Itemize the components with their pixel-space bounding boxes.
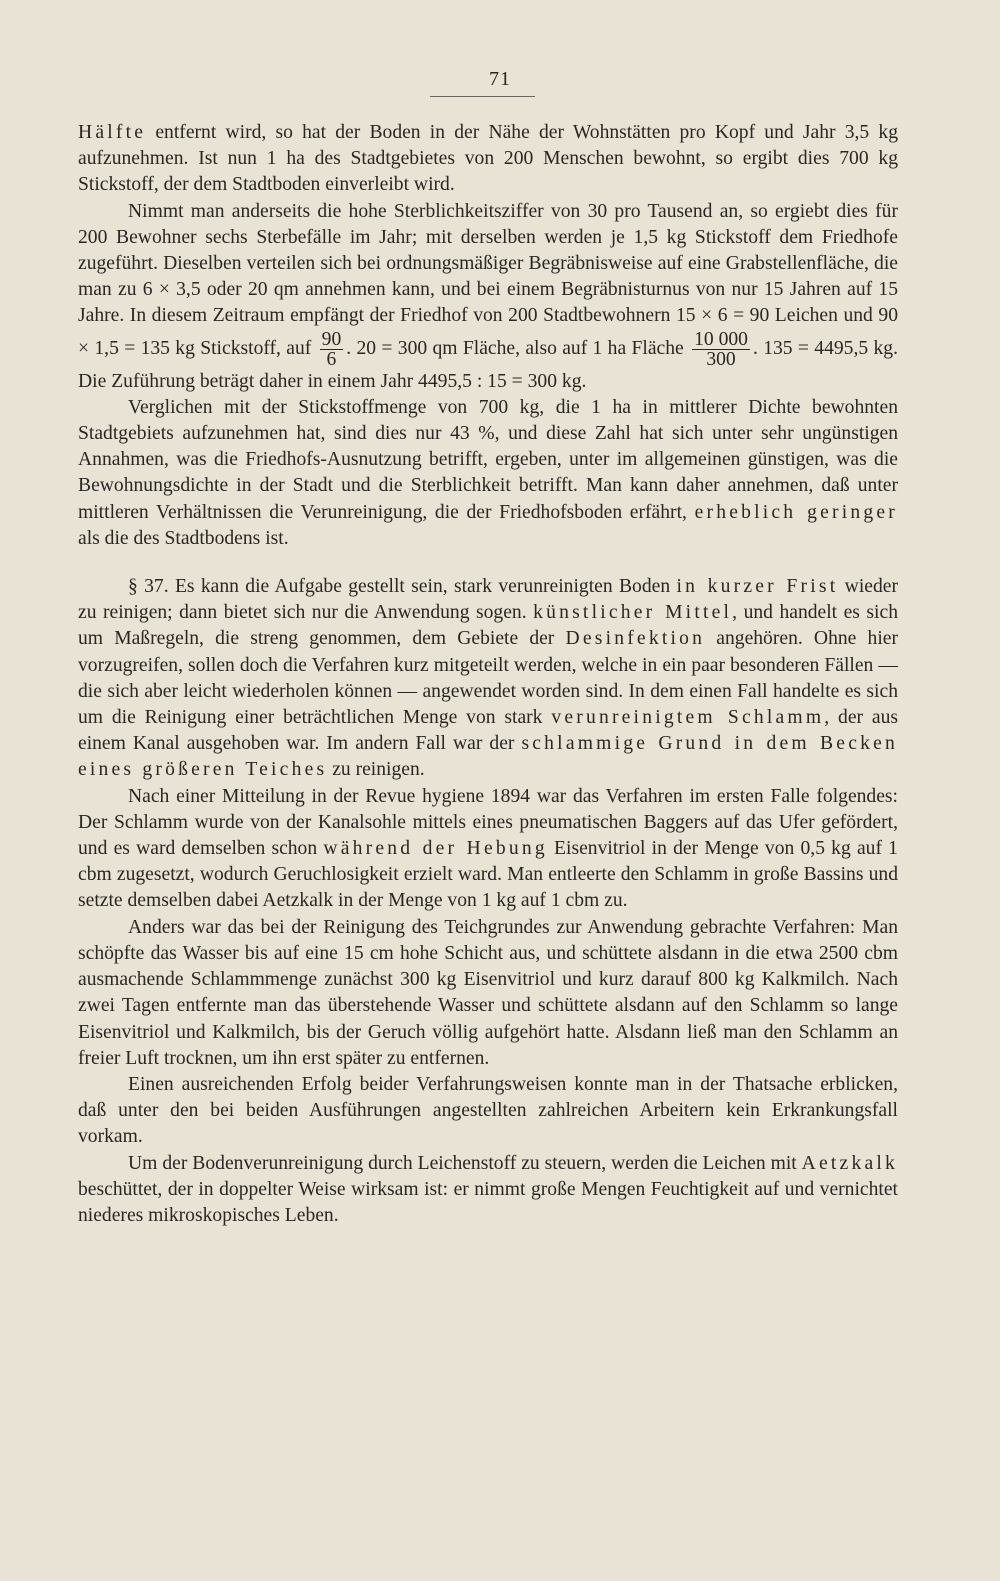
paragraph-4-text-c: wieder zu reinigen; dann bietet sich nur die Anwendung sogen. bbox=[78, 576, 898, 624]
emphasis-erheblich-geringer: erheblich geringer bbox=[694, 501, 898, 523]
paragraph-4-text-k: zu reinigen. bbox=[327, 759, 425, 781]
emphasis-waehrend-der-hebung: während der Hebung bbox=[323, 838, 548, 860]
paragraph-2 bbox=[78, 199, 898, 395]
paragraph-4-text-e: , und handelt es sich um Maßregeln, die streng genommen, dem Gebiete der bbox=[78, 602, 898, 650]
paragraph-2-text-a: Nimmt man anderseits die hohe Sterblichkeitsziffer von 30 pro Tausend an, so ergiebt dies für 200 Bewohner sechs Sterbefälle im Jahr; mit derselben werden je 1,5 kg Stickstoff dem Friedhofe zugeführt. Dieselben verteilen sich bei ordnungsmäßiger Begräbnisweise auf eine Grabstellenfläche, die man zu 6 × 3,5 oder 20 qm annehmen kann, und bei einem Begräbnisturnus von nur 15 Jahren auf 15 Jahre. In diesem Zeitraum empfängt der Friedhof von 200 Stadtbewohnern 15 × 6 = 90 Leichen und 90 × 1,5 = 135 kg Stickstoff, auf bbox=[78, 200, 898, 359]
emphasis-haelfte: Hälfte bbox=[78, 122, 147, 143]
paragraph-4-text-g: angehören. Ohne hier vorzugreifen, sollen doch die Verfahren kurz mitgeteilt werden, welche in ein paar besonderen Fällen — die sich aber leicht wiederholen können — angewendet worden sind. In dem einen Fall handelte es sich um die Reinigung einer beträchtlichen Menge von stark bbox=[78, 628, 898, 729]
paragraph-6: Anders war das bei der Reinigung des Teichgrundes zur Anwendung gebrachte Verfahren: Man schöpfte das Wasser bis auf eine 15 cm hohe Schicht aus, und schüttete alsdann in die etwa 2500 cbm ausmachende Schlammmenge zunächst 300 kg Eisenvitriol und kurz darauf 800 kg Kalkmilch. Nach zwei Tagen entfernte man das überstehende Wasser und schüttete alsdann auf den Schlamm so lange Eisenvitriol und Kalkmilch, bis der Geruch völlig aufgehört hatte. Alsdann ließ man den Schlamm an freier Luft trocknen, um ihn erst später zu entfernen. bbox=[78, 916, 898, 1069]
paragraph-section-37 bbox=[78, 574, 898, 784]
paragraph-5 bbox=[78, 784, 898, 915]
paragraph-3-text-a: Verglichen mit der Stickstoffmenge von 700 kg, die 1 ha in mittlerer Dichte bewohnten Stadtgebiets aufzunehmen hat, sind dies nur 43 %, und diese Zahl hat sich unter sehr ungünstigen Annahmen, was die Friedhofs-Ausnutzung betrifft, ergeben, unter im allgemeinen günstigen, was die Bewohnungsdichte in der Stadt und die Sterblichkeit betrifft. Man kann daher annehmen, daß unter mittleren Verhältnissen die Verunreinigung, die der Friedhofsboden erfährt, bbox=[78, 396, 898, 523]
paragraph-1-text: entfernt wird, so hat der Boden in der Nähe der Wohnstätten pro Kopf und Jahr 3,5 kg aufzunehmen. Ist nun 1 ha des Stadtgebietes von 200 Menschen bewohnt, so ergibt dies 700 kg Stickstoff, der dem Stadtboden einverleibt wird. bbox=[78, 122, 898, 196]
fraction-numerator: 10 000 bbox=[694, 328, 748, 350]
fraction-denominator: 6 bbox=[326, 348, 337, 370]
paragraph-4-text-i: , der aus einem Kanal ausgehoben war. Im andern Fall war der bbox=[78, 707, 898, 755]
paragraph-8-text-a: Um der Bodenverunreinigung durch Leichenstoff zu steuern, werden die Leichen mit bbox=[128, 1152, 797, 1174]
fraction-numerator: 90 bbox=[321, 328, 342, 350]
emphasis-aetzkalk: Aetzkalk bbox=[801, 1152, 898, 1174]
paragraph-8 bbox=[78, 1151, 898, 1230]
paragraph-3 bbox=[78, 395, 898, 552]
body-text bbox=[78, 120, 898, 1229]
paragraph-5-text-a: Nach einer Mitteilung in der Revue hygiene 1894 war das Verfahren im ersten Falle folgendes: Der Schlamm wurde von der Kanalsohle mittels eines pneumatischen Baggers auf das Ufer gefördert, und es ward demselben schon bbox=[78, 785, 898, 860]
paragraph-2-text-d: . 135 = 4495,5 kg. Die Zuführung beträgt daher in einem Jahr 4495,5 : 15 = 300 kg. bbox=[78, 337, 898, 392]
fraction-denominator: 300 bbox=[706, 348, 736, 370]
fraction-10000-over-300 bbox=[692, 330, 750, 369]
emphasis-verunreinigtem-schlamm: verunreinigtem Schlamm bbox=[551, 707, 825, 729]
fraction-90-over-6 bbox=[320, 330, 344, 369]
emphasis-schlammige-grund: schlammige Grund in dem Becken eines größeren Teiches bbox=[78, 733, 898, 781]
paragraph-8-text-c: beschüttet, der in doppelter Weise wirksam ist: er nimmt große Mengen Feuchtigkeit auf und vernichtet niederes mikroskopisches Leben. bbox=[78, 1178, 898, 1226]
paragraph-1 bbox=[78, 120, 898, 199]
page-number: 71 bbox=[489, 68, 511, 90]
paragraph-2-text-c: . 20 = 300 qm Fläche, also auf 1 ha Fläche bbox=[346, 337, 684, 359]
paragraph-5-text-c: Eisenvitriol in der Menge von 0,5 kg auf 1 cbm zugesetzt, wodurch Geruchlosigkeit erzielt ward. Man entleerte den Schlamm in große Bassins und setzte demselben dabei Aetzkalk in der Menge von 1 kg auf 1 cbm zu. bbox=[78, 838, 898, 912]
emphasis-in-kurzer-frist: in kurzer Frist bbox=[676, 576, 839, 598]
emphasis-desinfektion: Desinfektion bbox=[565, 628, 706, 650]
paragraph-3-text-c: als die des Stadtbodens ist. bbox=[78, 527, 289, 549]
emphasis-kuenstlicher-mittel: künstlicher Mittel bbox=[533, 602, 733, 624]
page-number-rule bbox=[430, 96, 535, 97]
paragraph-7: Einen ausreichenden Erfolg beider Verfahrungsweisen konnte man in der Thatsache erblicken, daß unter den bei beiden Ausführungen angestellten zahlreichen Arbeitern kein Erkrankungsfall vorkam. bbox=[78, 1073, 898, 1148]
section-gap bbox=[78, 552, 898, 574]
paragraph-4-text-a: § 37. Es kann die Aufgabe gestellt sein, stark verunreinigten Boden bbox=[128, 576, 671, 598]
